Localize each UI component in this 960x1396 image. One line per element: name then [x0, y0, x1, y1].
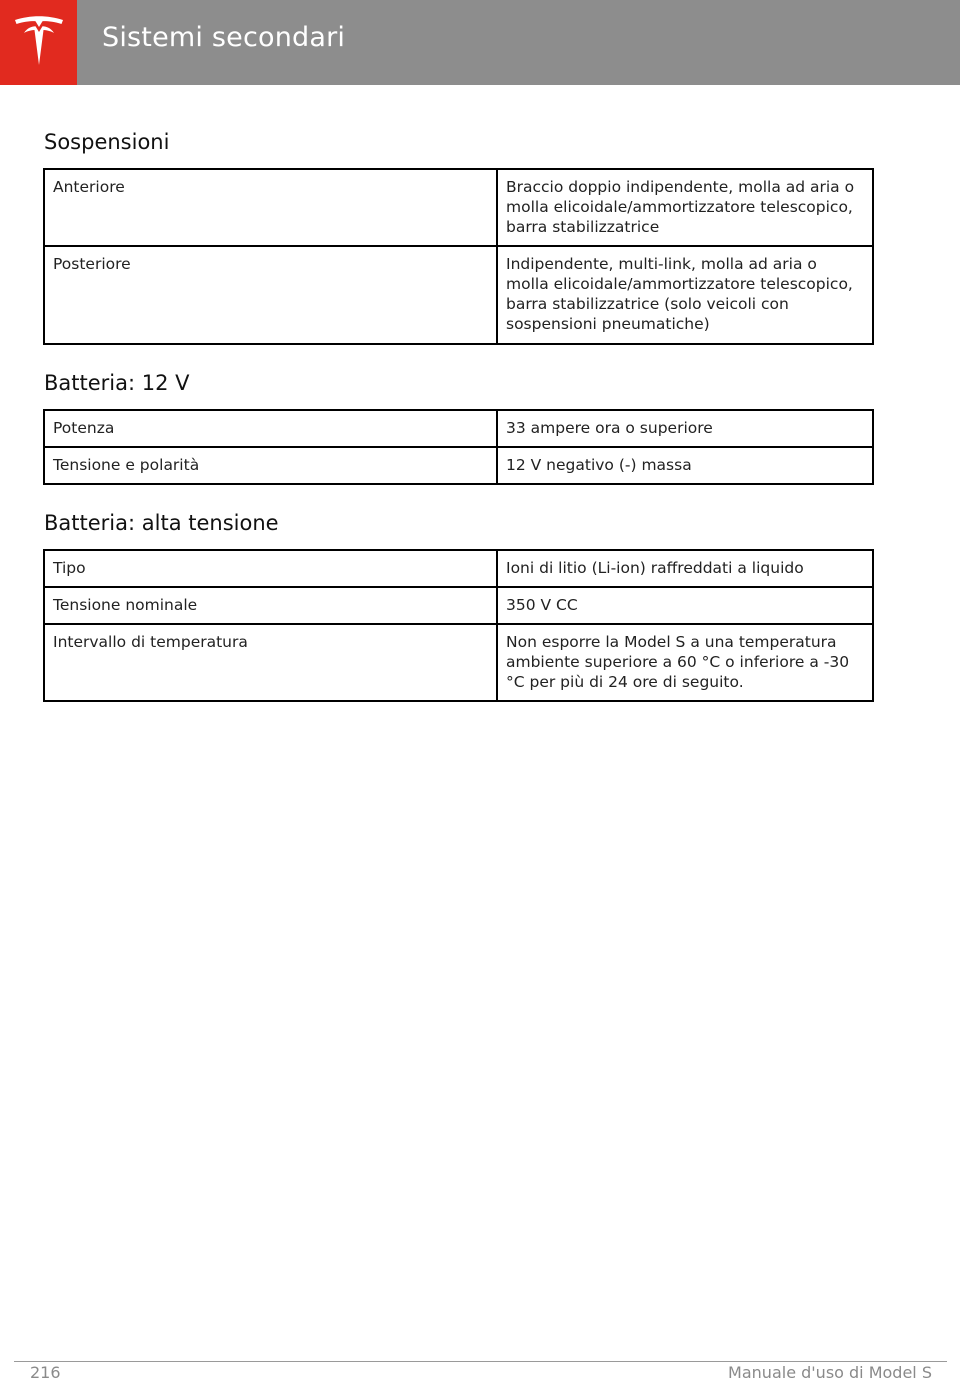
spec-table-sospensioni: [43, 168, 874, 345]
row-value: 350 V CC: [497, 587, 873, 624]
row-value: Ioni di litio (Li-ion) raffreddati a liquido: [497, 550, 873, 587]
logo-box: [0, 0, 77, 85]
row-label: Tensione nominale: [44, 587, 497, 624]
table-row: [44, 410, 873, 447]
table-row: [44, 246, 873, 344]
row-label: Posteriore: [44, 246, 497, 344]
row-value: Braccio doppio indipendente, molla ad aria o molla elicoidale/ammortizzatore telescopico, barra stabilizzatrice: [497, 169, 873, 246]
section-title-batteria-alta-tensione: Batteria: alta tensione: [44, 511, 279, 535]
row-label: Intervallo di temperatura: [44, 624, 497, 701]
row-label: Potenza: [44, 410, 497, 447]
section-title-batteria-12v: Batteria: 12 V: [44, 371, 190, 395]
table-row: [44, 624, 873, 701]
spec-table-batteria-12v: [43, 409, 874, 485]
row-label: Tipo: [44, 550, 497, 587]
tesla-logo-icon: [12, 14, 66, 70]
row-label: Anteriore: [44, 169, 497, 246]
footer-divider: [14, 1361, 947, 1362]
row-value: Indipendente, multi-link, molla ad aria o molla elicoidale/ammortizzatore telescopico, barra stabilizzatrice (solo veicoli con sospensioni pneumatiche): [497, 246, 873, 344]
section-title-sospensioni: Sospensioni: [44, 130, 170, 154]
table-row: [44, 447, 873, 484]
table-row: [44, 169, 873, 246]
row-label: Tensione e polarità: [44, 447, 497, 484]
table-row: [44, 587, 873, 624]
row-value: 33 ampere ora o superiore: [497, 410, 873, 447]
page-header: [0, 0, 960, 85]
table-row: [44, 550, 873, 587]
header-title: Sistemi secondari: [102, 22, 346, 53]
row-value: Non esporre la Model S a una temperatura ambiente superiore a 60 °C o inferiore a -30 °C per più di 24 ore di seguito.: [497, 624, 873, 701]
row-value: 12 V negativo (-) massa: [497, 447, 873, 484]
footer-manual-title: Manuale d'uso di Model S: [728, 1363, 932, 1382]
page-number: 216: [30, 1363, 61, 1382]
spec-table-batteria-alta-tensione: [43, 549, 874, 702]
